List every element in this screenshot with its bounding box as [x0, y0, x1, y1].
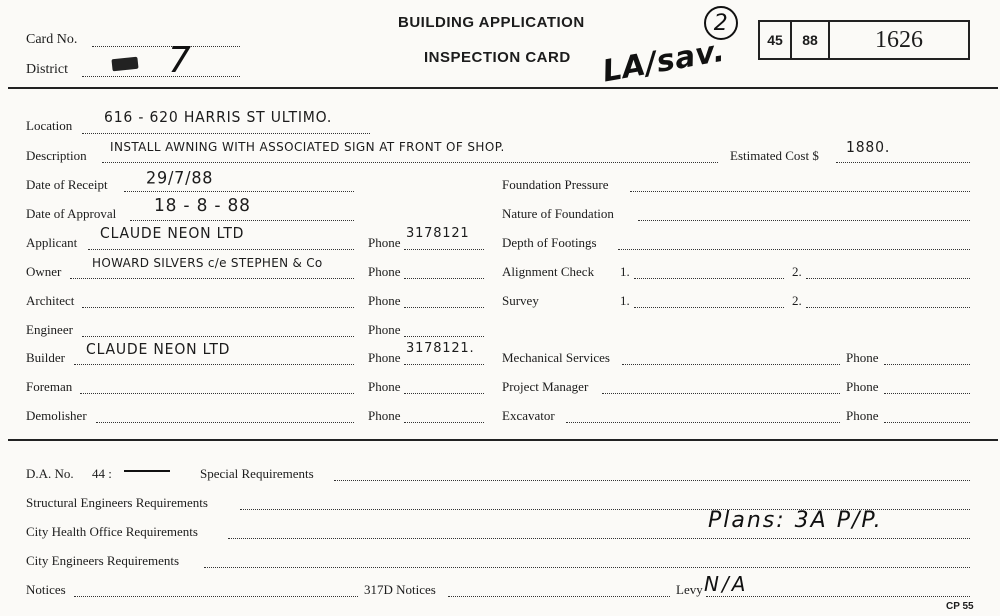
notices-317d-label: 317D Notices: [364, 582, 436, 597]
notices-317d-line[interactable]: [448, 596, 670, 597]
foreman-label: Foreman: [26, 379, 73, 394]
location-label: Location: [26, 118, 73, 133]
da-no-dash: [124, 470, 170, 472]
circled-number: [704, 6, 738, 40]
architect-phone-line[interactable]: [404, 307, 484, 308]
builder-phone-value: 3178121.: [406, 340, 475, 357]
date-approval-line[interactable]: [130, 220, 354, 221]
survey-num-1: 1.: [620, 293, 630, 308]
alignment-check-label: Alignment Check: [502, 264, 595, 279]
survey-1-line[interactable]: [634, 307, 784, 308]
ref-box-a-value: 45: [767, 32, 783, 48]
project-manager-line[interactable]: [602, 393, 840, 394]
survey-2-line[interactable]: [806, 307, 970, 308]
title-line2: INSPECTION CARD: [424, 49, 571, 66]
date-receipt-value: 29/7/88: [146, 167, 214, 188]
location-line[interactable]: [82, 133, 370, 134]
depth-footings-line[interactable]: [618, 249, 970, 250]
form-code: CP 55: [946, 601, 974, 612]
da-no-value: 44 :: [92, 466, 112, 481]
levy-label: Levy: [676, 582, 703, 597]
structural-label: Structural Engineers Requirements: [26, 495, 208, 510]
section-divider: [8, 439, 998, 441]
alignment-2-line[interactable]: [806, 278, 970, 279]
owner-value: HOWARD SILVERS c/e STEPHEN & Co: [92, 255, 323, 271]
excavator-line[interactable]: [566, 422, 840, 423]
health-label: City Health Office Requirements: [26, 524, 198, 539]
levy-value: N/A: [704, 572, 749, 596]
description-value: INSTALL AWNING WITH ASSOCIATED SIGN AT FRONT OF SHOP.: [110, 139, 505, 155]
card-no-line[interactable]: [92, 46, 240, 47]
estimated-cost-line[interactable]: [836, 162, 970, 163]
architect-line[interactable]: [82, 307, 354, 308]
applicant-line[interactable]: [88, 249, 354, 250]
depth-footings-label: Depth of Footings: [502, 235, 597, 250]
date-receipt-label: Date of Receipt: [26, 177, 108, 192]
description-line[interactable]: [102, 162, 718, 163]
nature-foundation-line[interactable]: [638, 220, 970, 221]
estimated-cost-value: 1880.: [846, 139, 891, 157]
notices-line[interactable]: [74, 596, 358, 597]
demolisher-phone-label: Phone: [368, 408, 401, 423]
foreman-line[interactable]: [80, 393, 354, 394]
alignment-1-line[interactable]: [634, 278, 784, 279]
engineer-phone-label: Phone: [368, 322, 401, 337]
date-approval-value: 18 - 8 - 88: [154, 195, 251, 217]
mechanical-line[interactable]: [622, 364, 840, 365]
special-req-label: Special Requirements: [200, 466, 314, 481]
estimated-cost-label: Estimated Cost $: [730, 148, 819, 163]
owner-phone-label: Phone: [368, 264, 401, 279]
builder-line[interactable]: [74, 364, 354, 365]
alignment-num-2: 2.: [792, 264, 802, 279]
demolisher-phone-line[interactable]: [404, 422, 484, 423]
architect-label: Architect: [26, 293, 75, 308]
applicant-phone-line[interactable]: [404, 249, 484, 250]
excavator-phone-label: Phone: [846, 408, 879, 423]
owner-phone-line[interactable]: [404, 278, 484, 279]
scribble-mark: [111, 57, 138, 72]
mechanical-label: Mechanical Services: [502, 350, 610, 365]
owner-line[interactable]: [70, 278, 354, 279]
project-manager-label: Project Manager: [502, 379, 589, 394]
architect-phone-label: Phone: [368, 293, 401, 308]
annotation-handwritten: LA/sav.: [599, 33, 728, 90]
mechanical-phone-line[interactable]: [884, 364, 970, 365]
survey-num-2: 2.: [792, 293, 802, 308]
builder-value: CLAUDE NEON LTD: [86, 341, 231, 359]
builder-phone-line[interactable]: [404, 364, 484, 365]
da-no-label: D.A. No.: [26, 466, 74, 481]
builder-label: Builder: [26, 350, 65, 365]
district-line[interactable]: [82, 76, 240, 77]
applicant-value: CLAUDE NEON LTD: [100, 225, 245, 243]
card-no-label: Card No.: [26, 32, 78, 47]
health-line[interactable]: [228, 538, 970, 539]
owner-label: Owner: [26, 264, 62, 279]
foundation-pressure-line[interactable]: [630, 191, 970, 192]
engineer-line[interactable]: [82, 336, 354, 337]
engineer-label: Engineer: [26, 322, 73, 337]
excavator-phone-line[interactable]: [884, 422, 970, 423]
foreman-phone-label: Phone: [368, 379, 401, 394]
builder-phone-label: Phone: [368, 350, 401, 365]
title-line1: BUILDING APPLICATION: [398, 14, 585, 31]
district-value: 7: [168, 40, 192, 81]
survey-label: Survey: [502, 293, 539, 308]
special-req-line[interactable]: [334, 480, 970, 481]
circled-number-value: 2: [713, 10, 729, 36]
ref-box-b: [790, 20, 830, 60]
date-receipt-line[interactable]: [124, 191, 354, 192]
date-approval-label: Date of Approval: [26, 206, 117, 221]
ref-box-c-value: 1626: [875, 26, 923, 53]
health-value: Plans: 3A P/P.: [708, 508, 883, 533]
foundation-pressure-label: Foundation Pressure: [502, 177, 609, 192]
header-divider: [8, 87, 998, 89]
alignment-num-1: 1.: [620, 264, 630, 279]
nature-foundation-label: Nature of Foundation: [502, 206, 614, 221]
applicant-phone-label: Phone: [368, 235, 401, 250]
ref-box-c: [828, 20, 970, 60]
ref-box-a: [758, 20, 792, 60]
applicant-phone-value: 3178121: [406, 225, 470, 242]
city-eng-label: City Engineers Requirements: [26, 553, 180, 568]
city-eng-line[interactable]: [204, 567, 970, 568]
excavator-label: Excavator: [502, 408, 555, 423]
demolisher-label: Demolisher: [26, 408, 87, 423]
levy-line[interactable]: [706, 596, 970, 597]
project-manager-phone-line[interactable]: [884, 393, 970, 394]
applicant-label: Applicant: [26, 235, 78, 250]
demolisher-line[interactable]: [96, 422, 354, 423]
engineer-phone-line[interactable]: [404, 336, 484, 337]
district-label: District: [26, 62, 68, 77]
notices-label: Notices: [26, 582, 66, 597]
foreman-phone-line[interactable]: [404, 393, 484, 394]
project-manager-phone-label: Phone: [846, 379, 879, 394]
location-value: 616 - 620 HARRIS ST ULTIMO.: [104, 109, 333, 127]
mechanical-phone-label: Phone: [846, 350, 879, 365]
ref-box-b-value: 88: [802, 32, 818, 48]
description-label: Description: [26, 148, 87, 163]
